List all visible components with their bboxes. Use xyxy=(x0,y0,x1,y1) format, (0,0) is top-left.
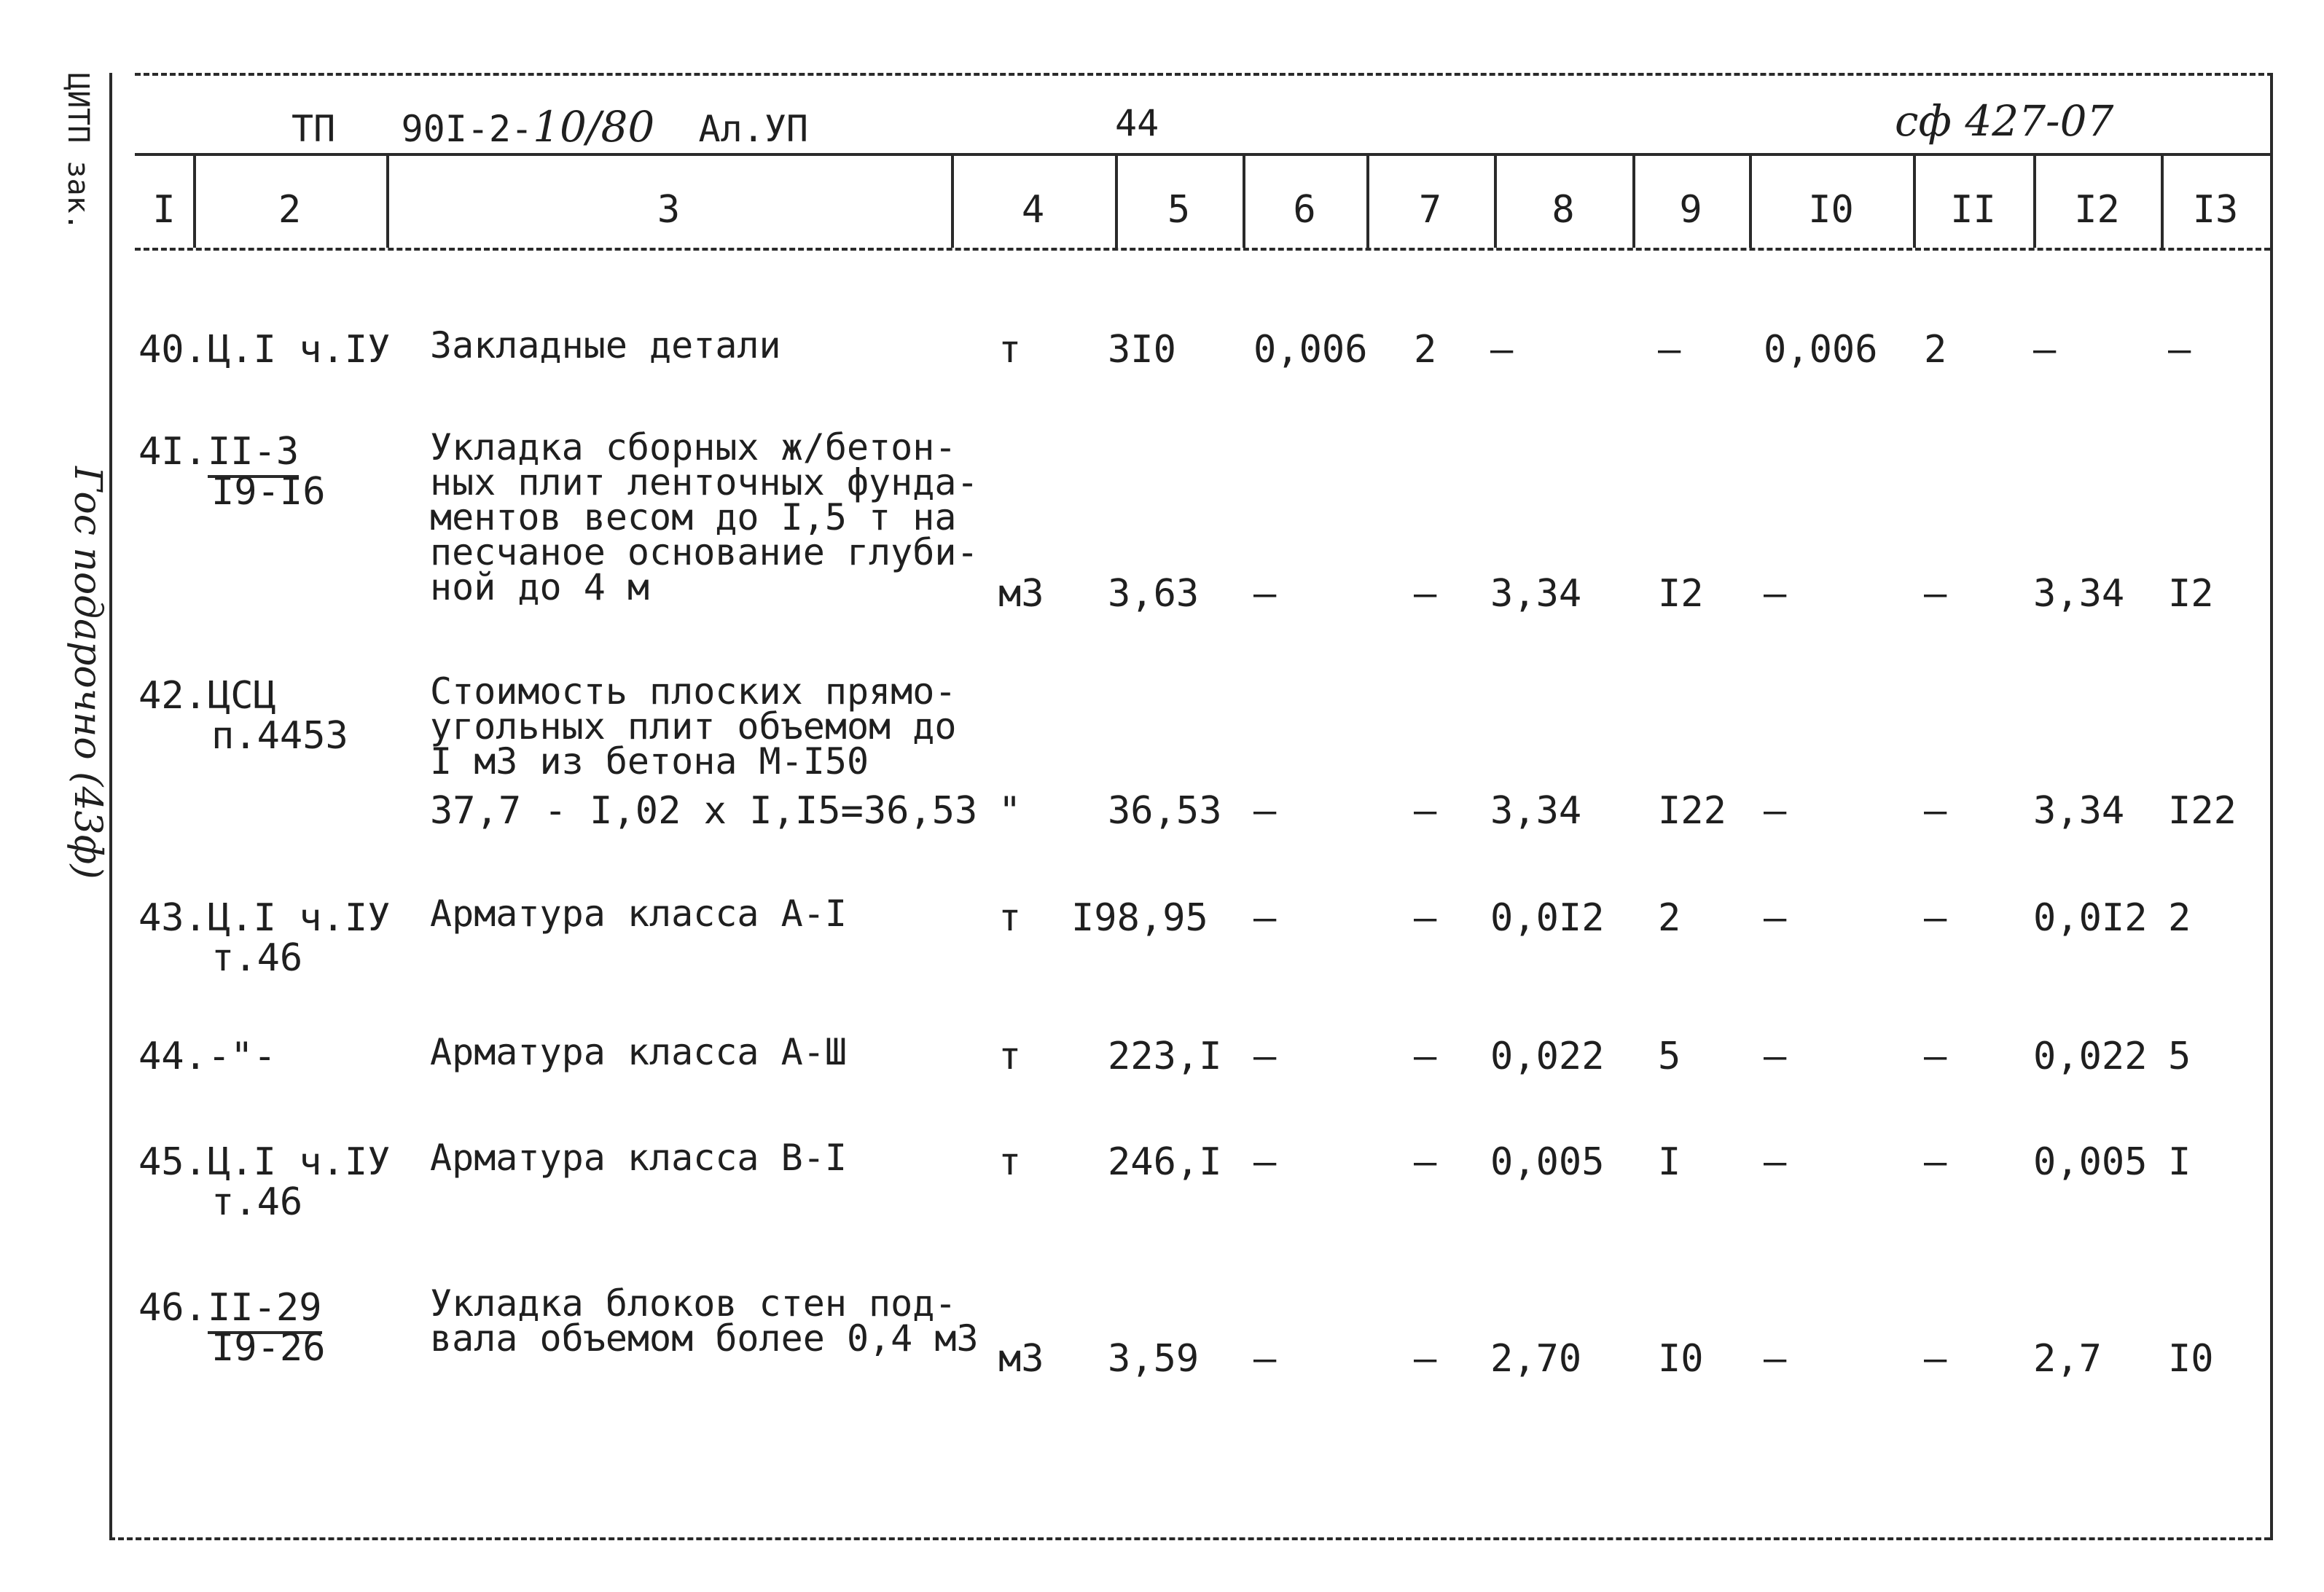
row-number: 45. xyxy=(138,1140,207,1184)
value-c10: – xyxy=(1764,1140,1787,1184)
value-c6: – xyxy=(1253,1140,1277,1184)
norm-code: I9-I6 xyxy=(211,470,326,514)
work-description: Арматура класса А-I xyxy=(430,893,847,935)
value-c12: 0,0I2 xyxy=(2033,896,2148,940)
work-description: Укладка блоков стен под- вала объемом более 0,4 м3 xyxy=(430,1282,979,1360)
value-c6: – xyxy=(1253,896,1277,940)
value-c8: 0,005 xyxy=(1490,1140,1605,1184)
value-c10: – xyxy=(1764,896,1787,940)
header-top-rule xyxy=(135,153,2270,156)
column-divider xyxy=(1632,153,1635,248)
title-prefix: ТП 90I-2- xyxy=(292,108,533,150)
norm-code: п.4453 xyxy=(211,714,348,758)
value-c12: – xyxy=(2033,328,2057,372)
value-c7: – xyxy=(1414,1337,1437,1381)
value-unit: " xyxy=(998,789,1022,833)
value-c9: I0 xyxy=(1658,1337,1704,1381)
value-c8: 2,70 xyxy=(1490,1337,1582,1381)
value-c10: – xyxy=(1764,789,1787,833)
value-c13: 2 xyxy=(2168,896,2191,940)
value-c7: – xyxy=(1414,789,1437,833)
row-number: 4I. xyxy=(138,430,207,474)
title-handwritten-part: 10/80 xyxy=(533,102,655,152)
column-number: 4 xyxy=(1021,188,1045,232)
frame-left-border xyxy=(109,73,112,1537)
value-unit: м3 xyxy=(998,1337,1044,1381)
value-c12: 2,7 xyxy=(2033,1337,2102,1381)
value-c10: – xyxy=(1764,572,1787,616)
row-number: 42. xyxy=(138,674,207,718)
column-number: 6 xyxy=(1293,188,1316,232)
work-description: Арматура класса А-Ш xyxy=(430,1031,847,1073)
value-unit: т xyxy=(998,328,1022,372)
value-c5: 36,53 xyxy=(1108,789,1222,833)
work-description: Арматура класса В-I xyxy=(430,1137,847,1179)
column-number: I3 xyxy=(2192,188,2239,232)
title-suffix: Ал.УП xyxy=(698,108,809,150)
column-divider xyxy=(951,153,954,248)
norm-code: II-29 xyxy=(208,1286,322,1334)
value-c11: – xyxy=(1924,789,1947,833)
column-number: 3 xyxy=(657,188,681,232)
value-c9: I2 xyxy=(1658,572,1704,616)
column-divider xyxy=(1243,153,1245,248)
column-divider xyxy=(1115,153,1118,248)
stamp-printed-text: ЦИТП зак. xyxy=(61,73,95,231)
column-number: 9 xyxy=(1679,188,1702,232)
column-number: 5 xyxy=(1167,188,1191,232)
margin-stamp xyxy=(0,0,146,879)
norm-code: т.46 xyxy=(211,936,303,980)
value-c5: 246,I xyxy=(1108,1140,1222,1184)
value-c5: 3,63 xyxy=(1108,572,1200,616)
column-number: 8 xyxy=(1552,188,1575,232)
value-c8: 0,022 xyxy=(1490,1035,1605,1078)
work-description: Закладные детали xyxy=(430,324,781,366)
value-c9: – xyxy=(1658,328,1681,372)
value-c13: I2 xyxy=(2168,572,2214,616)
value-c13: I22 xyxy=(2168,789,2237,833)
value-c8: 3,34 xyxy=(1490,789,1582,833)
value-c5: 3I0 xyxy=(1108,328,1176,372)
column-divider xyxy=(2033,153,2036,248)
norm-code: II-3 xyxy=(208,430,299,478)
value-c9: I22 xyxy=(1658,789,1726,833)
value-c8: 3,34 xyxy=(1490,572,1582,616)
value-c12: 0,005 xyxy=(2033,1140,2148,1184)
value-c11: – xyxy=(1924,896,1947,940)
value-c11: – xyxy=(1924,1337,1947,1381)
value-c6: – xyxy=(1253,1337,1277,1381)
value-c6: 0,006 xyxy=(1253,328,1368,372)
column-divider xyxy=(386,153,389,248)
value-c11: – xyxy=(1924,1140,1947,1184)
header-bottom-rule xyxy=(135,248,2270,251)
row-number: 40. xyxy=(138,328,207,372)
value-c13: – xyxy=(2168,328,2191,372)
document-code: сф 427-07 xyxy=(1895,96,2114,146)
norm-code: I9-26 xyxy=(211,1326,326,1370)
column-divider xyxy=(1913,153,1916,248)
value-c11: – xyxy=(1924,1035,1947,1078)
value-c9: 2 xyxy=(1658,896,1681,940)
value-c6: – xyxy=(1253,572,1277,616)
column-number: I0 xyxy=(1808,188,1854,232)
doc-title xyxy=(292,102,808,152)
norm-code: Ц.I ч.IУ xyxy=(208,1140,391,1184)
value-c7: – xyxy=(1414,1035,1437,1078)
page-number: 44 xyxy=(1115,102,1159,144)
value-c7: – xyxy=(1414,1140,1437,1184)
value-c8: 0,0I2 xyxy=(1490,896,1605,940)
column-number: I2 xyxy=(2074,188,2120,232)
value-c11: 2 xyxy=(1924,328,1947,372)
column-divider xyxy=(2161,153,2164,248)
column-number: II xyxy=(1950,188,1996,232)
work-description: Стоимость плоских прямо- угольных плит объемом до I м3 из бетона М-I50 xyxy=(430,670,957,783)
value-c12: 3,34 xyxy=(2033,572,2125,616)
column-number: 2 xyxy=(278,188,302,232)
column-divider xyxy=(1749,153,1752,248)
value-c7: – xyxy=(1414,896,1437,940)
value-unit: т xyxy=(998,1140,1022,1184)
column-divider xyxy=(193,153,196,248)
frame-bottom-border xyxy=(109,1537,2270,1540)
row-number: 44. xyxy=(138,1035,207,1078)
value-unit: м3 xyxy=(998,572,1044,616)
value-c10: 0,006 xyxy=(1764,328,1878,372)
value-c11: – xyxy=(1924,572,1947,616)
row-number: 43. xyxy=(138,896,207,940)
value-c6: – xyxy=(1253,789,1277,833)
column-number: 7 xyxy=(1418,188,1442,232)
norm-code: т.46 xyxy=(211,1180,303,1224)
value-unit: т xyxy=(998,896,1022,940)
norm-code: Ц.I ч.IУ xyxy=(208,328,391,372)
value-c6: – xyxy=(1253,1035,1277,1078)
value-c5: 3,59 xyxy=(1108,1337,1200,1381)
stamp-handwritten-text: Гос подарочно (43ф) xyxy=(66,466,109,879)
value-c9: 5 xyxy=(1658,1035,1681,1078)
column-divider xyxy=(1366,153,1369,248)
price-formula: 37,7 - I,02 x I,I5=36,53 xyxy=(430,789,978,833)
value-c5: 223,I xyxy=(1108,1035,1222,1078)
value-c5: I98,95 xyxy=(1071,896,1208,940)
value-c12: 3,34 xyxy=(2033,789,2125,833)
value-unit: т xyxy=(998,1035,1022,1078)
row-number: 46. xyxy=(138,1286,207,1330)
work-description: Укладка сборных ж/бетон- ных плит ленточных фунда- ментов весом до I,5 т на песчаное основание глуби- ной до 4 м xyxy=(430,426,979,608)
value-c9: I xyxy=(1658,1140,1681,1184)
column-number: I xyxy=(152,188,176,232)
value-c13: I0 xyxy=(2168,1337,2214,1381)
norm-code: ЦСЦ xyxy=(208,674,276,718)
value-c13: 5 xyxy=(2168,1035,2191,1078)
value-c7: 2 xyxy=(1414,328,1437,372)
value-c7: – xyxy=(1414,572,1437,616)
value-c13: I xyxy=(2168,1140,2191,1184)
norm-code: -"- xyxy=(208,1035,276,1078)
value-c8: – xyxy=(1490,328,1514,372)
value-c12: 0,022 xyxy=(2033,1035,2148,1078)
value-c10: – xyxy=(1764,1337,1787,1381)
value-c10: – xyxy=(1764,1035,1787,1078)
column-divider xyxy=(1494,153,1497,248)
norm-code: Ц.I ч.IУ xyxy=(208,896,391,940)
